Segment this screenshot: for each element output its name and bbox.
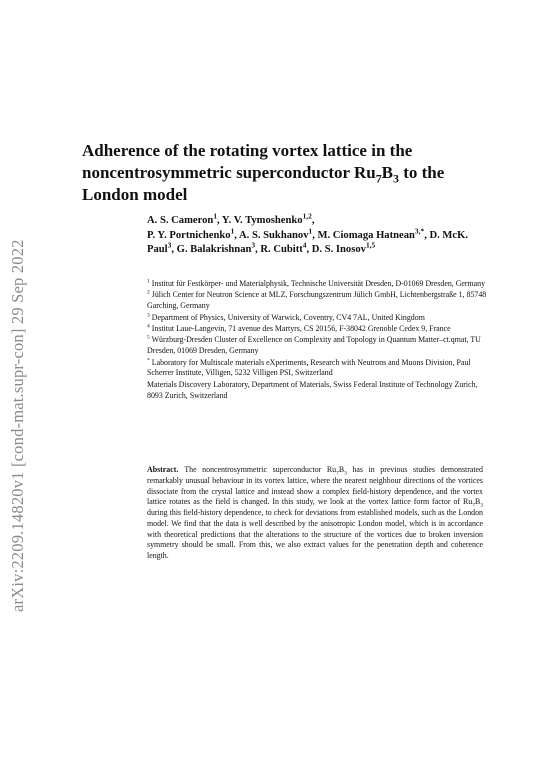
- abstract-text: The noncentrosymmetric superconductor $Ru_7B_3$ has in previous studies demonstrated remarkably unusual behaviour in its vortex lattice, where the nearest neighbour directions of the vortices dissociate from the crystal lattice and instead show a complex field-history dependence, and the vortex lattice rotates as the field is changed. In this study, we look at the vortex lattice form factor of $Ru_7B_3$ during this field-history dependence, to check for deviations from established models, such as the London model. We find that the data is well described by the anisotropic London model, which is in accordance with theoretical predictions that the alterations to the structure of the vortices due to broken inversion symmetry should be small. From this, we also extract values for the penetration depth and coherence length.: [147, 465, 483, 560]
- author: P. Y. Portnichenko$^1$: [147, 226, 235, 241]
- title-line-3: London model: [82, 185, 188, 204]
- affiliation: $^1$ Institut für Festkörper- und Materialphysik, Technische Universität Dresden, D-01069 Dresden, Germany: [147, 278, 486, 288]
- author: D. McK. Paul$^3$: [147, 229, 469, 256]
- author: D. S. Inosov$^{1,5}$: [311, 240, 376, 256]
- affiliation: $^5$ Würzburg-Dresden Cluster of Excellence on Complexity and Topology in Quantum Matter–ct.qmat, TU Dresden, 01069 Dresden, Germany: [147, 334, 481, 356]
- affiliation: * Laboratory for Multiscale materials eXperiments, Research with Neutrons and Muons Division, Paul Scherrer Institute, Villigen, 5232 Villigen PSI, Switzerland: [147, 356, 471, 378]
- author: M. Ciomaga Hatnean$^{3,*}$: [317, 226, 425, 241]
- title-line-1: Adherence of the rotating vortex lattice in the: [82, 141, 413, 160]
- author: A. S. Sukhanov$^1$: [239, 226, 313, 241]
- affiliation: Materials Discovery Laboratory, Department of Materials, Swiss Federal Institute of Technology Zurich, 8093 Zurich, Switzerland: [147, 379, 478, 400]
- author: G. Balakrishnan$^3$: [176, 240, 256, 256]
- abstract-label: Abstract.: [147, 465, 179, 474]
- affiliation: $^2$ Jülich Center for Neutron Science at MLZ, Forschungszentrum Jülich GmbH, Lichtenbergstraße 1, 85748 Garching, Germany: [147, 289, 487, 311]
- author: Y. V. Tymoshenko$^{1,2}$: [221, 211, 312, 226]
- affiliation: $^3$ Department of Physics, University of Warwick, Coventry, CV4 7AL, United Kingdom: [147, 311, 425, 322]
- author: R. Cubitt$^4$: [260, 240, 307, 256]
- affiliation: $^4$ Institut Laue-Langevin, 71 avenue des Martyrs, CS 20156, F-38042 Grenoble Cedex 9, France: [147, 323, 451, 333]
- arxiv-identifier: arXiv:2209.14820v1 [cond-mat.supr-con] 29 Sep 2022: [8, 239, 27, 612]
- abstract: [147, 465, 483, 562]
- title-line-2: noncentrosymmetric superconductor $Ru_7B_3$ to the: [82, 163, 445, 186]
- author: A. S. Cameron$^1$: [147, 211, 218, 226]
- paper-title: [82, 140, 482, 206]
- affiliation-list: [147, 279, 487, 402]
- author-list: A. S. Cameron$^1$, Y. V. Tymoshenko$^{1,2}$, P. Y. Portnichenko$^1$, A. S. Sukhanov$^1$, M. Ciomaga Hatnean$^{3,*}$, D. McK. Paul$^3$, G. Balakrishnan$^3$, R. Cubitt$^4$, D. S. Inosov$^{1,5}$: [147, 211, 469, 256]
